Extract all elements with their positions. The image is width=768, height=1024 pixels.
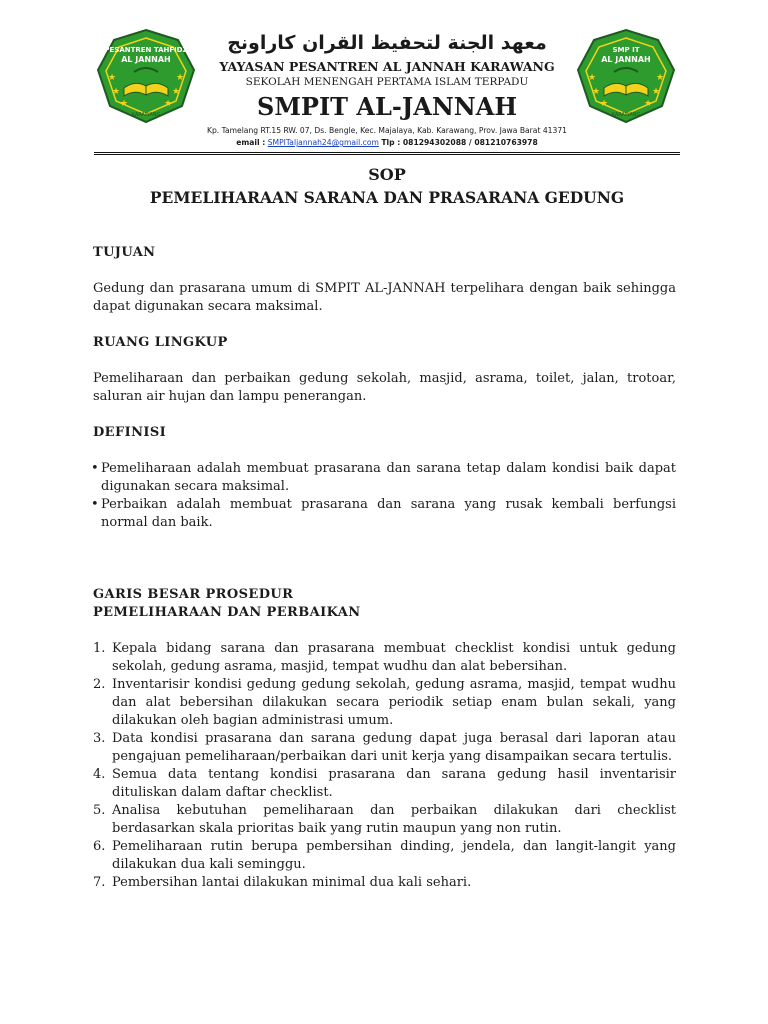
email-label: email : <box>236 138 266 147</box>
list-number: 7. <box>93 875 106 890</box>
list-number: 3. <box>93 731 106 746</box>
list-number: 1. <box>93 641 106 656</box>
svg-text:★: ★ <box>175 73 185 83</box>
school-contact <box>194 137 580 149</box>
email-link[interactable]: SMPITaljannah24@gmail.com <box>267 138 379 147</box>
list-text: Semua data tentang kondisi prasarana dan sarana gedung hasil inventarisir dituliskan dalam daftar checklist. <box>112 767 676 800</box>
svg-text:★: ★ <box>119 99 129 109</box>
list-item: • Pemeliharaan adalah membuat prasarana dan sarana tetap dalam kondisi baik dapat digunakan secara maksimal. <box>93 460 676 496</box>
list-number: 5. <box>93 803 106 818</box>
school-name: SMPIT AL-JANNAH <box>257 92 517 121</box>
list-item <box>93 802 676 838</box>
logo-left-line1: PESANTREN TAHFIDZ <box>104 46 188 54</box>
svg-text:★: ★ <box>107 73 117 83</box>
list-item <box>93 730 676 766</box>
list-item <box>93 874 676 892</box>
list-text: Inventarisir kondisi gedung gedung sekolah, gedung asrama, masjid, tempat wudhu dan alat bebersihan dilakukan secara periodik setiap enam bulan sekali, yang dilakukan oleh bagian administrasi umum. <box>112 677 676 728</box>
list-item <box>93 766 676 802</box>
logo-right-line3: KARAWANG <box>611 112 641 118</box>
section-heading-tujuan: TUJUAN <box>93 245 156 260</box>
list-text: Kepala bidang sarana dan prasarana membuat checklist kondisi untuk gedung sekolah, gedung asrama, masjid, tempat wudhu dan alat bebersihan. <box>112 641 676 674</box>
logo-right-line1: SMP IT <box>612 46 640 54</box>
svg-text:★: ★ <box>163 99 173 109</box>
svg-text:★: ★ <box>111 87 121 97</box>
list-item <box>93 676 676 730</box>
list-number: 6. <box>93 839 106 854</box>
letterhead-divider <box>94 152 680 156</box>
list-text: Analisa kebutuhan pemeliharaan dan perbaikan dilakukan dari checklist berdasarkan skala prioritas baik yang rutin maupun yang non rutin. <box>112 803 676 836</box>
list-text: Pemeliharaan rutin berupa pembersihan dinding, jendela, dan langit-langit yang dilakukan dua kali seminggu. <box>112 839 676 872</box>
school-level: SEKOLAH MENENGAH PERTAMA ISLAM TERPADU <box>245 76 529 88</box>
foundation-name: YAYASAN PESANTREN AL JANNAH KARAWANG <box>219 59 555 74</box>
letterhead-text <box>194 24 580 149</box>
logo-left-line2: AL JANNAH <box>121 55 171 64</box>
list-number: 4. <box>93 767 106 782</box>
svg-text:★: ★ <box>651 87 661 97</box>
section-heading-prosedur-1: GARIS BESAR PROSEDUR <box>93 587 294 602</box>
section-heading-prosedur-2: PEMELIHARAAN DAN PERBAIKAN <box>93 605 361 620</box>
svg-text:★: ★ <box>587 73 597 83</box>
section-heading-definisi: DEFINISI <box>93 425 167 440</box>
svg-text:★: ★ <box>655 73 665 83</box>
document-body <box>93 244 676 892</box>
svg-text:★: ★ <box>591 87 601 97</box>
arabic-institution-name: معهد الجنة لتحفيظ القران كاراونج <box>227 32 547 54</box>
list-item <box>93 640 676 676</box>
letterhead <box>94 24 680 158</box>
logo-left-line3: KARAWANG <box>131 112 161 118</box>
svg-text:★: ★ <box>171 87 181 97</box>
svg-text:★: ★ <box>643 99 653 109</box>
list-item: • Perbaikan adalah membuat prasarana dan sarana yang rusak kembali berfungsi normal dan baik. <box>93 496 676 532</box>
list-text: Pembersihan lantai dilakukan minimal dua kali sehari. <box>112 875 472 890</box>
prosedur-list <box>93 640 676 892</box>
list-number: 2. <box>93 677 106 692</box>
pesantren-tahfidz-logo <box>94 26 198 126</box>
section-text-ruang-lingkup: Pemeliharaan dan perbaikan gedung sekolah, masjid, asrama, toilet, jalan, trotoar, saluran air hujan dan lampu penerangan. <box>93 371 676 404</box>
phone-numbers: Tlp : 081294302088 / 081210763978 <box>381 138 538 147</box>
title-subject: PEMELIHARAAN SARANA DAN PRASARANA GEDUNG <box>149 188 625 207</box>
svg-text:★: ★ <box>599 99 609 109</box>
document-title <box>94 164 680 210</box>
list-item <box>93 838 676 874</box>
definisi-list <box>93 460 676 532</box>
list-text: Data kondisi prasarana dan sarana gedung dapat juga berasal dari laporan atau pengajuan pemeliharaan/perbaikan dari unit kerja yang disampaikan secara tertulis. <box>112 731 676 764</box>
section-text-tujuan: Gedung dan prasarana umum di SMPIT AL-JANNAH terpelihara dengan baik sehingga dapat digunakan secara maksimal. <box>93 281 676 314</box>
section-heading-ruang-lingkup: RUANG LINGKUP <box>93 335 228 350</box>
title-sop: SOP <box>368 165 406 184</box>
school-address: Kp. Tamelang RT.15 RW. 07, Ds. Bengle, Kec. Majalaya, Kab. Karawang, Prov. Jawa Barat 41371 <box>206 126 568 135</box>
logo-right-line2: AL JANNAH <box>601 55 651 64</box>
smpit-logo <box>574 26 678 126</box>
